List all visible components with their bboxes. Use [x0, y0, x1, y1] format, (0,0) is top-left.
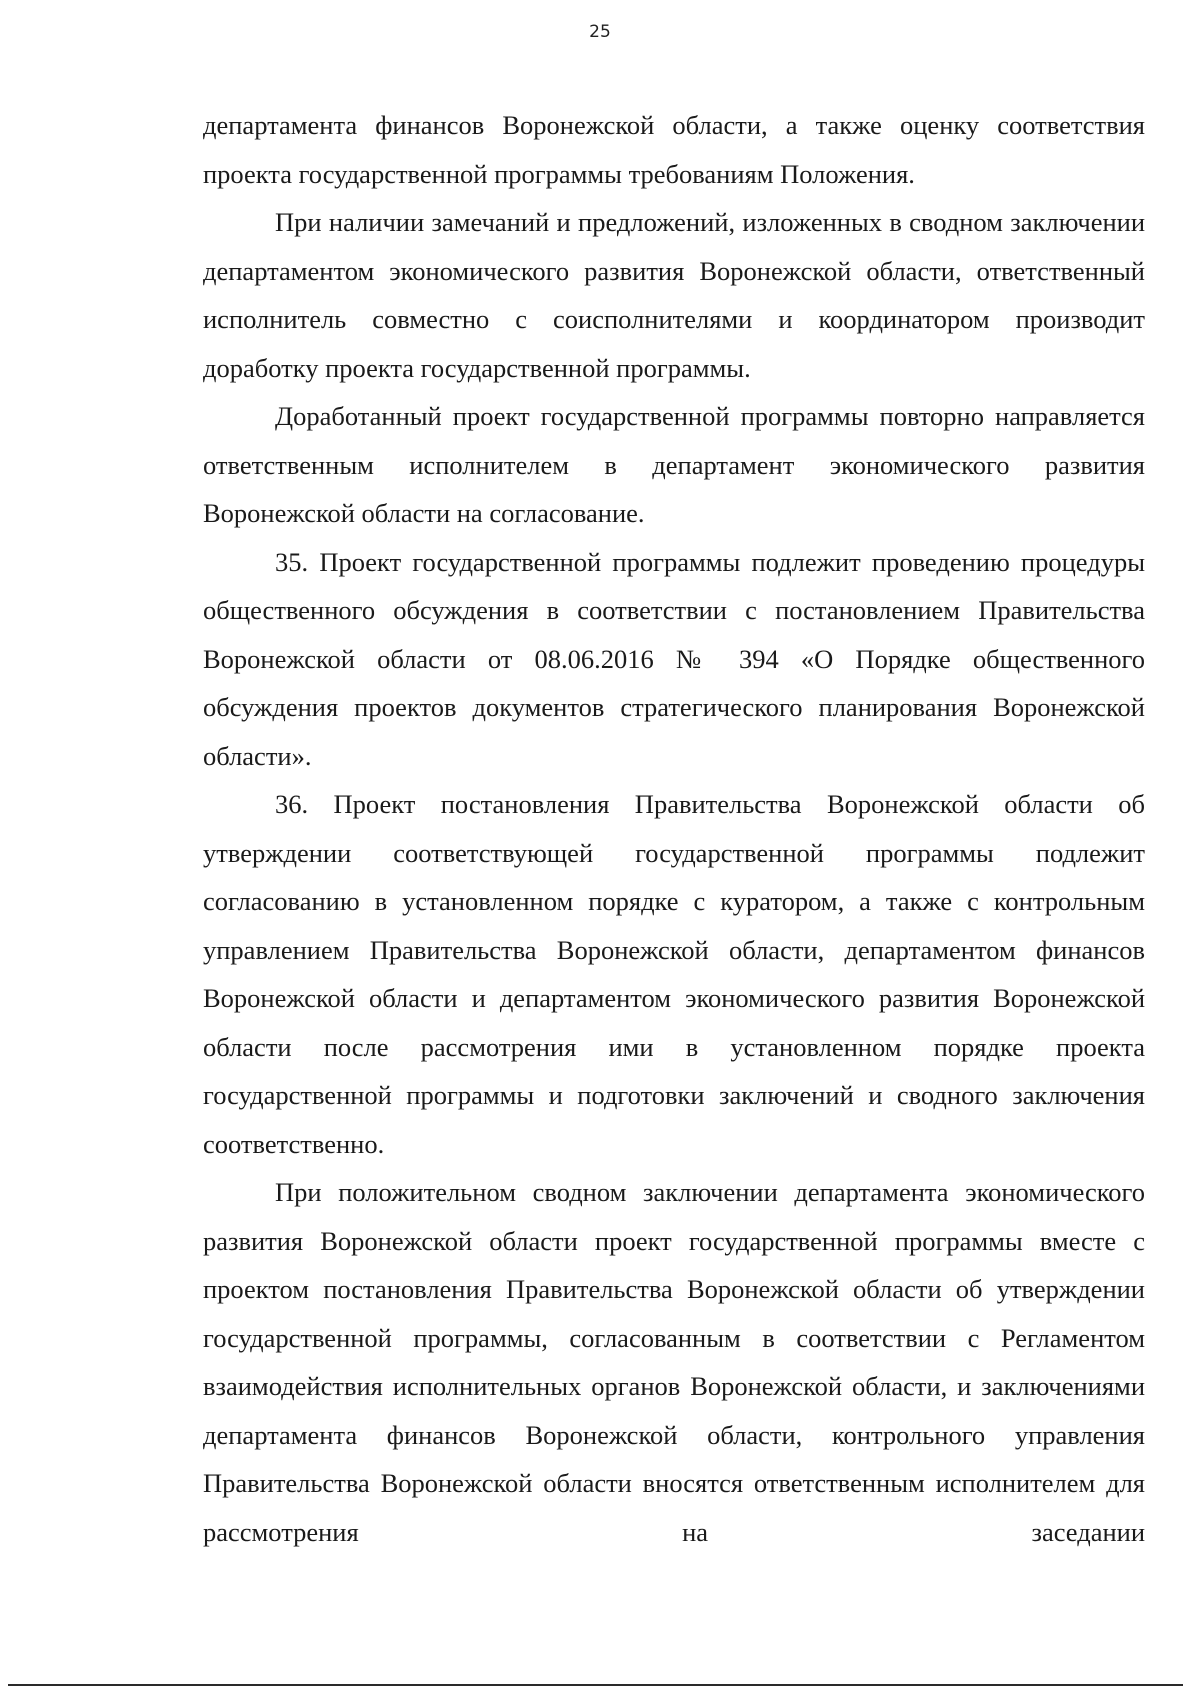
- paragraph-item-35: 35. Проект государственной программы подлежит проведению процедуры общественного обсуждения в соответствии с постановлением Правительства Воронежской области от 08.06.2016 № 394 «О Порядке общественного обсуждения проектов документов стратегического планирования Воронежской области».: [203, 546, 1145, 771]
- paragraph-item-36: 36. Проект постановления Правительства Воронежской области об утверждении соответствующей государственной программы подлежит согласованию в установленном порядке с куратором, а также с контрольным управлением Правительства Воронежской области, департаментом финансов Воронежской области и департаментом экономического развития Воронежской области после рассмотрения ими в установленном порядке проекта государственной программы и подготовки заключений и сводного заключения соответственно.: [203, 789, 1145, 1159]
- paragraph-remarks: При наличии замечаний и предложений, изложенных в сводном заключении департаментом экономического развития Воронежской области, ответственный исполнитель совместно с соисполнителями и координатором производит доработку проекта государственной программы.: [203, 207, 1145, 383]
- paragraph-resubmission: Доработанный проект государственной программы повторно направляется ответственным исполнителем в департамент экономического развития Воронежской области на согласование.: [203, 401, 1145, 528]
- document-body: [203, 101, 1145, 1556]
- page-number: 25: [589, 22, 611, 42]
- bottom-rule: [8, 1684, 1183, 1686]
- paragraph-positive-conclusion: При положительном сводном заключении департамента экономического развития Воронежской области проект государственной программы вместе с проектом постановления Правительства Воронежской области об утверждении государственной программы, согласованным в соответствии с Регламентом взаимодействия исполнительных органов Воронежской области, и заключениями департамента финансов Воронежской области, контрольного управления Правительства Воронежской области вносятся ответственным исполнителем для рассмотрения на заседании: [203, 1177, 1145, 1547]
- paragraph-continuation: департамента финансов Воронежской области, а также оценку соответствия проекта государственной программы требованиям Положения.: [203, 110, 1145, 189]
